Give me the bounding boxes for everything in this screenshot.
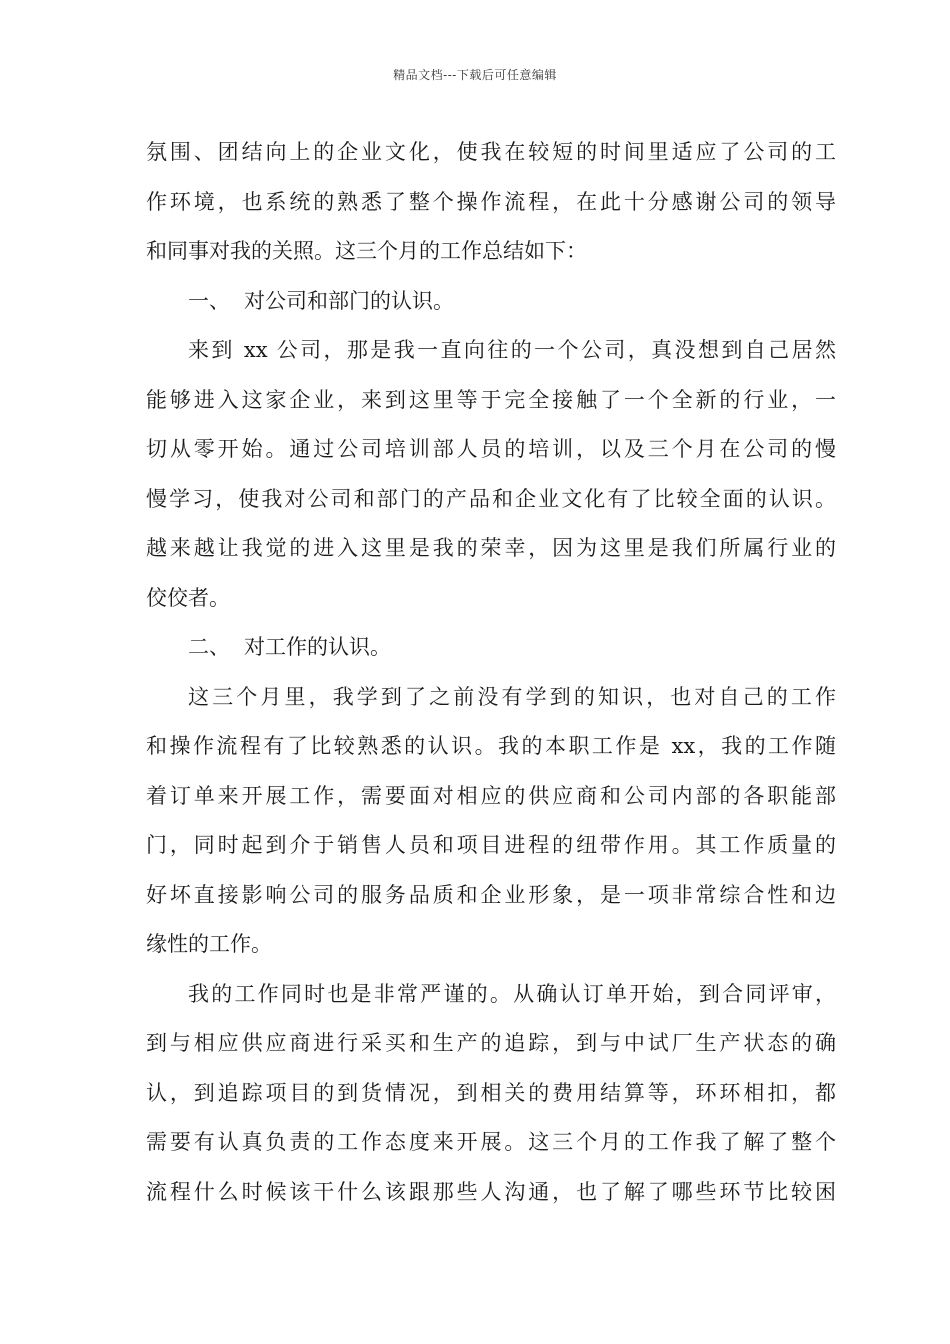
- text-line: 需要有认真负责的工作态度来开展。这三个月的工作我了解了整个: [146, 1130, 836, 1154]
- text-line: 慢学习，使我对公司和部门的产品和企业文化有了比较全面的认识。: [146, 486, 836, 511]
- text-line: 作环境，也系统的熟悉了整个操作流程，在此十分感谢公司的领导: [146, 189, 836, 214]
- text-line: 到与相应供应商进行采买和生产的追踪，到与中试厂生产状态的确: [146, 1031, 836, 1055]
- section-heading: [146, 623, 836, 673]
- section-number: 二、: [188, 635, 230, 659]
- text-line: 流程什么时候该干什么该跟那些人沟通，也了解了哪些环节比较困: [146, 1179, 836, 1204]
- text-line: 我的工作同时也是非常严谨的。从确认订单开始，到合同评审，: [188, 981, 836, 1006]
- text-line: 氛围、团结向上的企业文化，使我在较短的时间里适应了公司的工: [146, 140, 836, 164]
- page-header: 精品文档---下载后可任意编辑: [393, 68, 557, 82]
- document-body: [146, 128, 836, 1217]
- text-line: 越来越让我觉的进入这里是我的荣幸，因为这里是我们所属行业的: [146, 536, 836, 560]
- paragraph: [146, 673, 836, 970]
- text-line: 着订单来开展工作，需要面对相应的供应商和公司内部的各职能部: [146, 783, 836, 808]
- text-line: 好坏直接影响公司的服务品质和企业形象，是一项非常综合性和边: [146, 882, 836, 907]
- text-line: 认，到追踪项目的到货情况，到相关的费用结算等，环环相扣，都: [146, 1080, 836, 1105]
- text-line: 门，同时起到介于销售人员和项目进程的纽带作用。其工作质量的: [146, 833, 836, 857]
- text-line: 缘性的工作。: [146, 932, 272, 956]
- text-line: 能够进入这家企业，来到这里等于完全接触了一个全新的行业，一: [146, 387, 836, 412]
- section-title: 对公司和部门的认识。: [244, 288, 454, 313]
- text-line: 这三个月里，我学到了之前没有学到的知识，也对自己的工作: [188, 684, 836, 709]
- section-title: 对工作的认识。: [244, 635, 391, 659]
- paragraph: [146, 326, 836, 623]
- text-line: 切从零开始。通过公司培训部人员的培训，以及三个月在公司的慢: [146, 437, 836, 461]
- text-line: 和操作流程有了比较熟悉的认识。我的本职工作是 xx，我的工作随: [146, 734, 836, 758]
- text-line: 佼佼者。: [146, 585, 230, 610]
- section-number: 一、: [188, 288, 230, 313]
- section-heading: [146, 277, 836, 327]
- text-line: 和同事对我的关照。这三个月的工作总结如下：: [146, 239, 587, 263]
- paragraph: [146, 128, 836, 277]
- text-line: 来到 xx 公司，那是我一直向往的一个公司，真没想到自己居然: [188, 338, 836, 362]
- paragraph: [146, 970, 836, 1218]
